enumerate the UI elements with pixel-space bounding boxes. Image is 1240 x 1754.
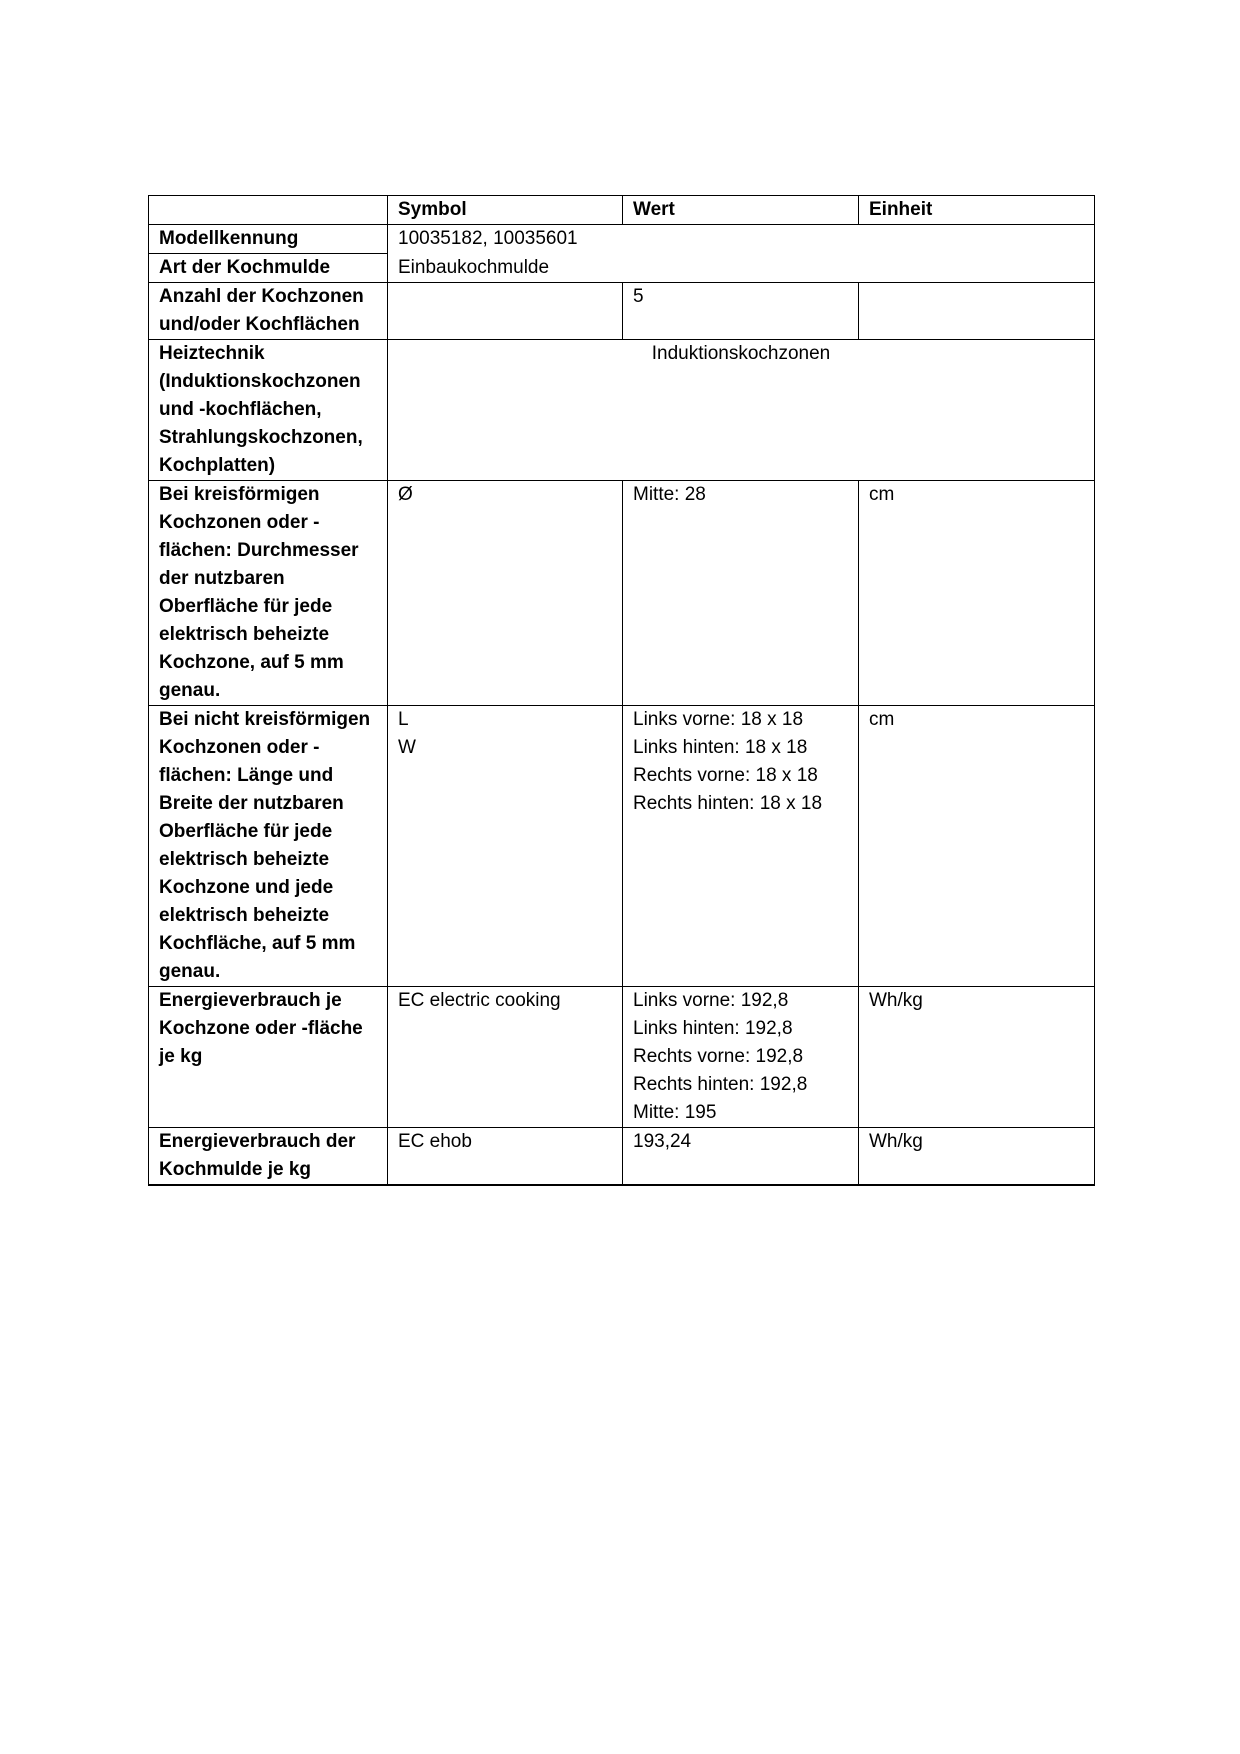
row-label-nichtkreis: Bei nicht kreisförmigen Kochzonen oder -flächen: Länge und Breite der nutzbaren Oberfläche für jede elektrisch beheizte Kochzone und jede elektrisch beheizte Kochfläche, auf 5 mm genau. — [149, 706, 388, 987]
row-label-energie-mulde: Energieverbrauch der Kochmulde je kg — [149, 1128, 388, 1186]
kreis-einheit: cm — [859, 481, 1095, 706]
table-row — [149, 283, 1095, 340]
table-row — [149, 481, 1095, 706]
header-symbol: Symbol — [388, 196, 623, 225]
energie-mulde-einheit: Wh/kg — [859, 1128, 1095, 1186]
header-einheit: Einheit — [859, 196, 1095, 225]
energie-zone-einheit: Wh/kg — [859, 987, 1095, 1128]
nichtkreis-einheit: cm — [859, 706, 1095, 987]
energie-zone-wert: Links vorne: 192,8 Links hinten: 192,8 Rechts vorne: 192,8 Rechts hinten: 192,8 Mitte: 195 — [623, 987, 859, 1128]
table-row — [149, 225, 1095, 254]
row-label-modellkennung: Modellkennung — [149, 225, 388, 254]
nichtkreis-symbol: L W — [388, 706, 623, 987]
kreis-symbol: Ø — [388, 481, 623, 706]
table-row — [149, 706, 1095, 987]
modellkennung-value: 10035182, 10035601 — [388, 225, 1095, 254]
row-label-energie-zone: Energieverbrauch je Kochzone oder -fläche je kg — [149, 987, 388, 1128]
table-header-row — [149, 196, 1095, 225]
energie-mulde-wert: 193,24 — [623, 1128, 859, 1186]
energie-mulde-symbol: EC ehob — [388, 1128, 623, 1186]
heiztechnik-value: Induktionskochzonen — [388, 340, 1095, 481]
anzahl-wert: 5 — [623, 283, 859, 340]
kreis-wert: Mitte: 28 — [623, 481, 859, 706]
spec-table — [148, 195, 1095, 1186]
row-label-kreis: Bei kreisförmigen Kochzonen oder -flächen: Durchmesser der nutzbaren Oberfläche für jede elektrisch beheizte Kochzone, auf 5 mm genau. — [149, 481, 388, 706]
anzahl-symbol — [388, 283, 623, 340]
row-label-art: Art der Kochmulde — [149, 254, 388, 283]
energie-zone-symbol: EC electric cooking — [388, 987, 623, 1128]
table-row — [149, 340, 1095, 481]
header-wert: Wert — [623, 196, 859, 225]
anzahl-einheit — [859, 283, 1095, 340]
table-row — [149, 254, 1095, 283]
row-label-anzahl: Anzahl der Kochzonen und/oder Kochflächen — [149, 283, 388, 340]
row-label-heiztechnik: Heiztechnik (Induktionskochzonen und -kochflächen, Strahlungskochzonen, Kochplatten) — [149, 340, 388, 481]
header-empty-cell — [149, 196, 388, 225]
nichtkreis-wert: Links vorne: 18 x 18 Links hinten: 18 x 18 Rechts vorne: 18 x 18 Rechts hinten: 18 x 18 — [623, 706, 859, 987]
table-row — [149, 987, 1095, 1128]
art-value: Einbaukochmulde — [388, 254, 1095, 283]
table-row — [149, 1128, 1095, 1186]
